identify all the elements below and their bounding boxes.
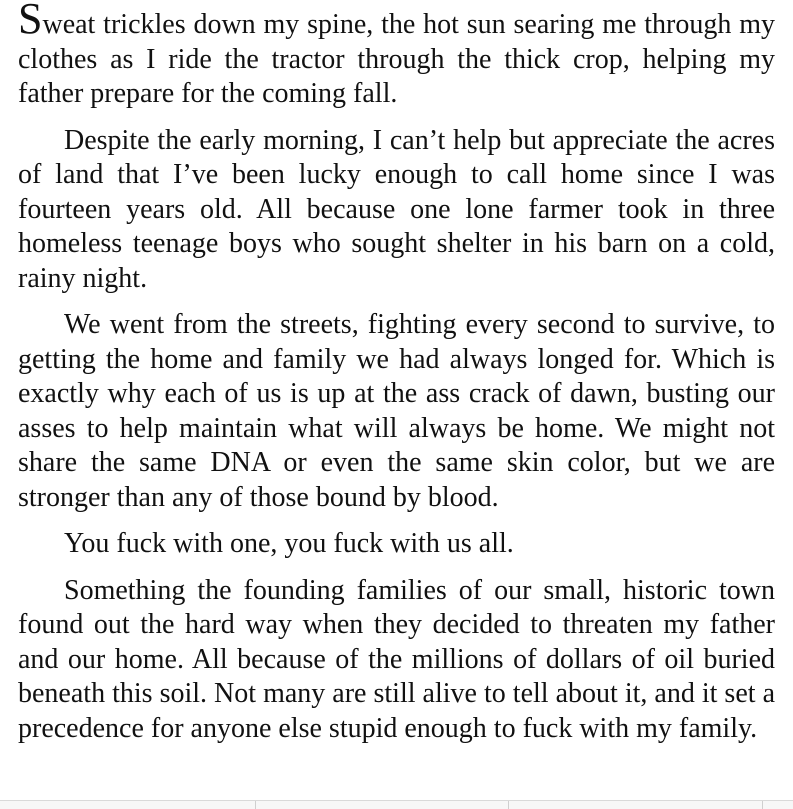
drop-cap: S (18, 0, 43, 43)
paragraph-5: Something the founding families of our small, historic town found out the hard way when they decided to threaten my father and our home. All because of the millions of dollars of oil buried beneath this soil. Not many are still alive to tell about it, and it set a precedence for anyone else stupid enough to fuck with my family. (18, 574, 775, 744)
paragraph-3: We went from the streets, fighting every second to survive, to getting the home and family we had always longed for. Which is exactly why each of us is up at the ass crack of dawn, busting our asses to help maintain what will always be home. We might not share the same DNA or even the same skin color, but we are stronger than any of those bound by blood. (18, 309, 775, 513)
paragraph-2: Despite the early morning, I can’t help but appreciate the acres of land that I’ve been lucky enough to call home since I was fourteen years old. All because one lone farmer took in three homeless teenage boys who sought shelter in his barn on a cold, rainy night. (18, 124, 775, 294)
document-page (18, 0, 775, 758)
paragraph-1-text: weat trickles down my spine, the hot sun searing me through my clothes as I ride the tractor through the thick crop, helping my father prepare for the coming fall. (18, 9, 775, 109)
paragraph-1 (18, 0, 775, 112)
paragraph-4: You fuck with one, you fuck with us all. (64, 528, 514, 559)
